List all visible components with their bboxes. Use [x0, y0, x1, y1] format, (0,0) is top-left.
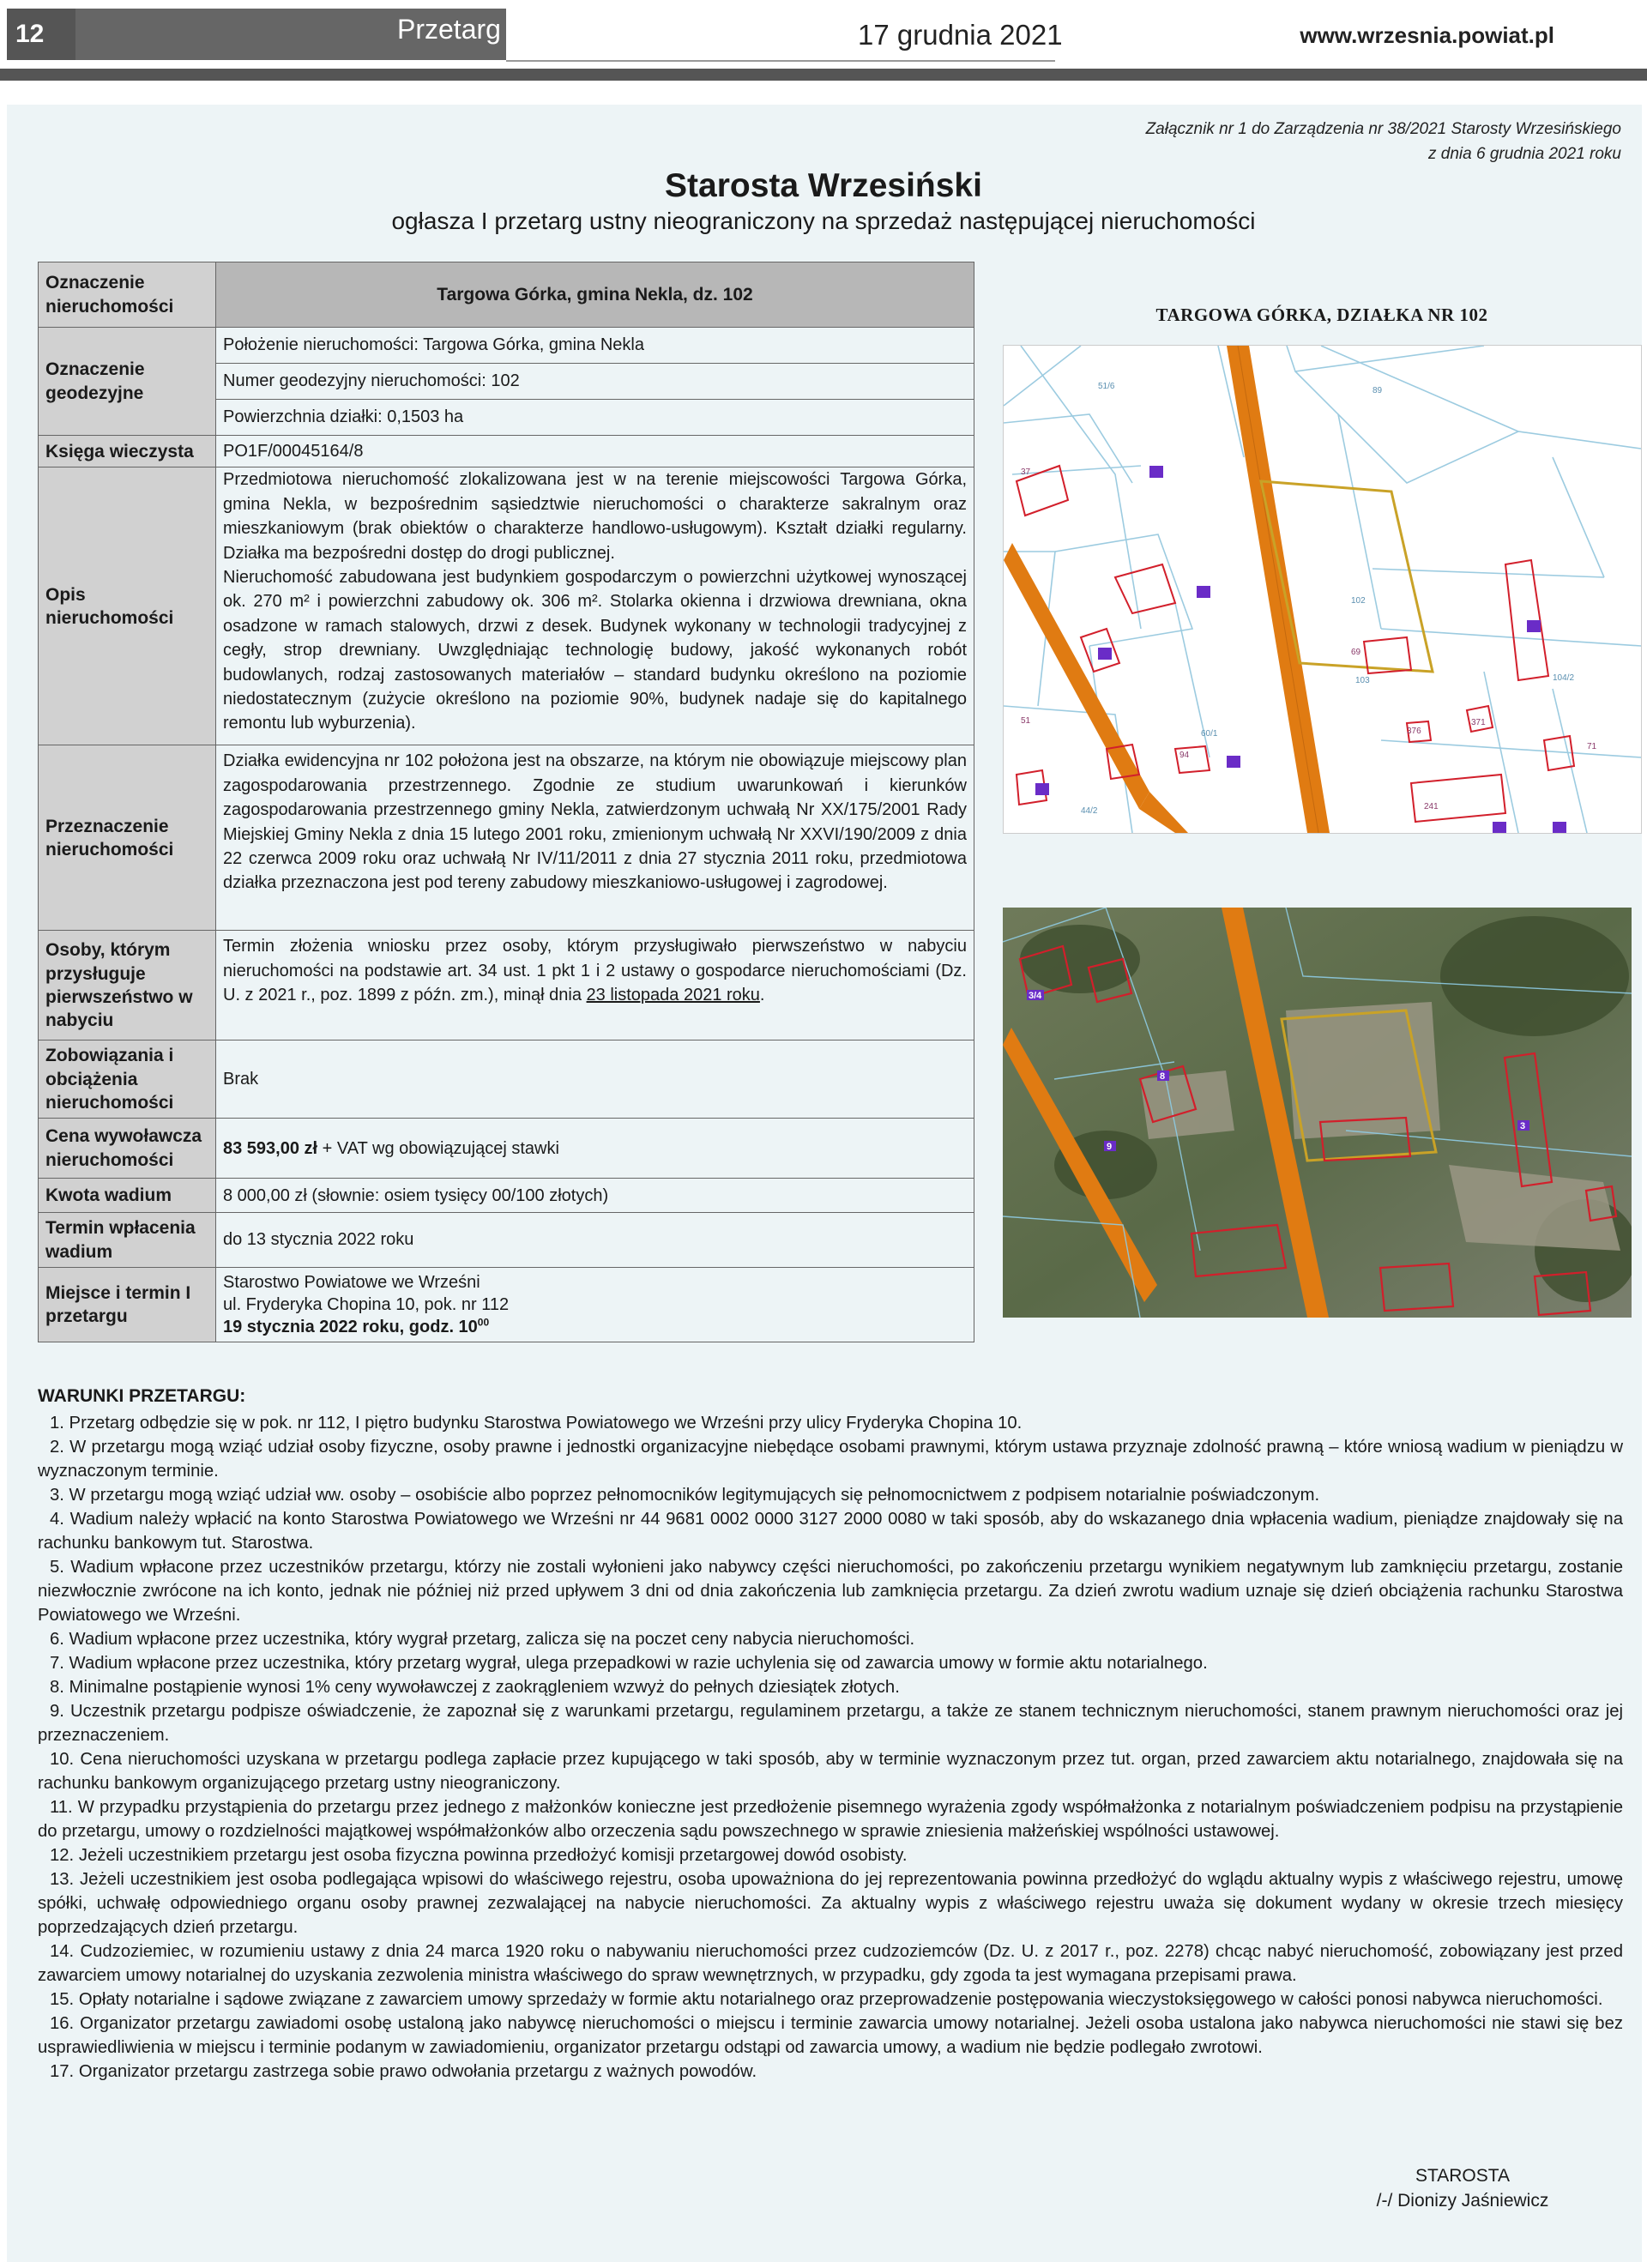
aerial-photo — [1003, 908, 1632, 1318]
priority-text: Termin złożenia wniosku przez osoby, którym przysługiwało pierwszeństwo w nabyciu nieruchomości na podstawie art. 34 ust. 1 pkt 1 i 2 ustawy o gospodarce nieruchomościami (Dz. U. z 2021 r., poz. 1899 z późn. zm.), minął dnia — [223, 937, 967, 1005]
issue-date: 17 grudnia 2021 — [858, 19, 1063, 51]
condition-item: 6. Wadium wpłacone przez uczestnika, który wygrał przetarg, zalicza się na poczet ceny nabycia nieruchomości. — [50, 1629, 915, 1649]
signature-name: /-/ Dionizy Jaśniewicz — [1376, 2191, 1549, 2211]
table-row — [39, 262, 974, 328]
signature-role: STAROSTA — [1415, 2166, 1511, 2186]
property-description: Przedmiotowa nieruchomość zlokalizowana jest w na terenie miejscowości Targowa Górka, gmina Nekla, w bezpośrednim sąsiedztwie nieruchomości o charakterze sakralnym oraz mieszkaniowym (brak obiektów o charakterze handlowo-usługowym). Kształt działki regularny. Działka ma bezpośredni dostęp do drogi publicznej. Nieruchomość zabudowana jest budynkiem gospodarczym o powierzchni użytkowej wynoszącej ok. 270 m² i powierzchni zabudowy ok. 306 m². Stolarka okienna i drzwiowa drewniana, okna osadzone w ramach stalowych, drzwi z desek. Budynek wykonany w technologii tradycyjnej z cegły, strop drewniany. Uwzględniając technologię budowy, jakość wykonanych robót budowlanych, rodzaj zastosowanych materiałów – standard budynku określono na poziomie niedostatecznym (zużycie określono na poziomie 90%, budynek nadaje się do kapitalnego remontu lub wyburzenia). — [216, 467, 974, 745]
encumbrances-value: Brak — [216, 1041, 974, 1119]
label-place: Miejsce i termin I przetargu — [39, 1267, 216, 1342]
condition-item: 7. Wadium wpłacone przez uczestnika, który przetarg wygrał, ulega przepadkowi w razie uchylenia się od zawarcia umowy w formie aktu notarialnego. — [50, 1653, 1208, 1673]
aerial-photo-svg — [1003, 908, 1632, 1318]
label-price: Cena wywoławcza nieruchomości — [39, 1119, 216, 1179]
property-table — [38, 262, 974, 1342]
table-row — [39, 1213, 974, 1268]
label-priority: Osoby, którym przysługuje pierwszeństwo w nabyciu — [39, 931, 216, 1041]
svg-text:104/2: 104/2 — [1553, 673, 1575, 683]
table-row — [39, 1267, 974, 1342]
signature-block — [1334, 2163, 1591, 2214]
table-row — [39, 1041, 974, 1119]
condition-item: 17. Organizator przetargu zastrzega sobie prawo odwołania przetargu z ważnych powodów. — [50, 2061, 757, 2081]
page-number: 12 — [7, 9, 75, 60]
header-divider — [506, 60, 1055, 62]
svg-text:9: 9 — [1107, 1142, 1113, 1152]
geodetic-number: Numer geodezyjny nieruchomości: 102 — [216, 364, 974, 400]
table-row — [39, 467, 974, 745]
place-line-3: 19 stycznia 2022 roku, godz. $10^{00}$ — [223, 1316, 490, 1336]
table-row — [39, 328, 974, 364]
price-suffix: + VAT wg obowiązującej stawki — [317, 1138, 559, 1158]
condition-item: 14. Cudzoziemiec, w rozumieniu ustawy z dnia 24 marca 1920 roku o nabywaniu nieruchomości przez cudzoziemców (Dz. U. z 2017 r., poz. 2278) chcąc nabyć nieruchomość, zobowiązany jest przed zawarciem umowy notarialnej do uzyskania zezwolenia ministra właściwego do spraw wewnętrznych, w przypadku, gdy zgoda ta jest wymagana przepisami prawa. — [38, 1941, 1623, 1985]
table-row — [39, 1179, 974, 1213]
label-deposit: Kwota wadium — [39, 1179, 216, 1213]
svg-text:94: 94 — [1179, 751, 1190, 760]
condition-item: 10. Cena nieruchomości uzyskana w przetargu podlega zapłacie przez kupującego w taki sposób, aby w terminie wyznaczonym przez tut. organ, przed zawarciem aktu notarialnego, znajdowała się na rachunku bankowym organizującego przetarg ustny nieograniczony. — [38, 1749, 1623, 1793]
svg-text:37: 37 — [1021, 467, 1031, 477]
svg-text:51: 51 — [1021, 716, 1031, 726]
svg-text:51/6: 51/6 — [1098, 382, 1115, 391]
parcel-boundaries — [1004, 346, 1641, 833]
label-land-register: Księga wieczysta — [39, 436, 216, 467]
table-row — [39, 436, 974, 467]
condition-item: 12. Jeżeli uczestnikiem przetargu jest osoba fizyczna powinna przedłożyć komisji przetargowej dowód osobisty. — [50, 1845, 908, 1865]
svg-text:103: 103 — [1355, 676, 1370, 685]
label-geodetic: Oznaczenie geodezyjne — [39, 328, 216, 436]
svg-text:241: 241 — [1424, 802, 1439, 811]
table-row — [39, 931, 974, 1041]
geodetic-location: Położenie nieruchomości: Targowa Górka, gmina Nekla — [216, 328, 974, 364]
road-main — [1227, 346, 1330, 833]
conditions-heading: WARUNKI PRZETARGU: — [38, 1386, 246, 1406]
svg-text:376: 376 — [1407, 727, 1421, 736]
attachment-line-2: z dnia 6 grudnia 2021 roku — [1428, 144, 1621, 163]
label-description: Opis nieruchomości — [39, 467, 216, 745]
label-purpose: Przeznaczenie nieruchomości — [39, 745, 216, 931]
price-cell — [216, 1119, 974, 1179]
condition-item: 2. W przetargu mogą wziąć udział osoby fizyczne, osoby prawne i jednostki organizacyjne niebędące osobami prawnymi, którym ustawa przyznaje zdolność prawną – które wniosą wadium w pieniądzu w wyznaczonym terminie. — [38, 1437, 1623, 1481]
condition-item: 9. Uczestnik przetargu podpisze oświadczenie, że zapoznał się z warunkami przetargu, regulaminem przetargu, a także ze stanem technicznym nieruchomości, stanem prawnym nieruchomości oraz jej przeznaczeniem. — [38, 1701, 1623, 1745]
header-band — [0, 69, 1647, 81]
place-minutes: 00 — [477, 1316, 490, 1329]
section-label: Przetarg — [75, 9, 506, 60]
priority-date: 23 listopada 2021 roku — [586, 986, 760, 1005]
attachment-line-1: Załącznik nr 1 do Zarządzenia nr 38/2021 Starosty Wrzesińskiego — [1145, 120, 1621, 138]
page-subtitle: ogłasza I przetarg ustny nieograniczony na sprzedaż następującej nieruchomości — [391, 208, 1256, 234]
svg-text:44/2: 44/2 — [1081, 806, 1098, 816]
property-purpose: Działka ewidencyjna nr 102 położona jest na obszarze, na którym nie obowiązuje miejscowy plan zagospodarowania przestrzennego. Zgodnie ze studium uwarunkowań i kierunków zagospodarowania przestrzennego gminy Nekla, zatwierdzonym uchwałą Nr XX/175/2001 Rady Miejskiej Gminy Nekla z dnia 15 lutego 2001 roku, zmienionym uchwałą Nr XXVI/190/2009 z dnia 22 czerwca 2009 roku oraz uchwałą Nr IV/11/2011 z dnia 27 stycznia 2011 roku, przedmiotowa działka przeznaczona jest pod tereny zabudowy mieszkaniowo-usługowej i zagrodowej. — [216, 745, 974, 931]
table-row — [39, 745, 974, 931]
svg-text:71: 71 — [1587, 742, 1597, 751]
property-designation: Targowa Górka, gmina Nekla, dz. 102 — [216, 262, 974, 328]
table-row — [39, 1119, 974, 1179]
page-header — [0, 0, 1647, 69]
svg-text:89: 89 — [1372, 386, 1383, 395]
svg-text:60/1: 60/1 — [1201, 729, 1218, 739]
condition-item: 11. W przypadku przystąpienia do przetargu przez jednego z małżonków konieczne jest przedłożenie pisemnego wyrażenia zgody współmałżonka z notarialnym poświadczeniem podpisu na przystąpienie do przetargu, umowy o rozdzielności majątkowej współmałżonków albo orzeczenia sądu powszechnego w sprawie zniesienia małżeńskiej wspólności ustawowej. — [38, 1797, 1623, 1841]
svg-text:3/4: 3/4 — [1029, 991, 1042, 1001]
auction-place — [216, 1267, 974, 1342]
cadastral-map-svg — [1004, 346, 1641, 833]
svg-text:69: 69 — [1351, 648, 1361, 657]
auction-conditions — [38, 1384, 1623, 2084]
place-line-2: ul. Fryderyka Chopina 10, pok. nr 112 — [223, 1294, 510, 1314]
condition-item: 5. Wadium wpłacone przez uczestników przetargu, którzy nie zostali wyłonieni jako nabywcy części nieruchomości, po zakończeniu przetargu wynikiem negatywnym lub zamknięciu przetargu, zostanie niezwłocznie zwrócone na ich konto, jednak nie później niż przed upływem 3 dni od dnia zakończenia lub zamknięcia przetargu. Za dzień zwrotu wadium uznaje się dzień obciążenia rachunku Starostwa Powiatowego we Wrześni. — [38, 1557, 1623, 1625]
cadastral-map — [1003, 345, 1642, 834]
condition-item: 4. Wadium należy wpłacić na konto Starostwa Powiatowego we Wrześni nr 44 9681 0002 0000 3127 2000 0080 w taki sposób, aby do wskazanego dnia wpłacenia wadium, pieniądze znajdowały się na rachunku bankowym tut. Starostwa. — [38, 1509, 1623, 1553]
condition-item: 16. Organizator przetargu zawiadomi osobę ustaloną jako nabywcę nieruchomości o miejscu i terminie zawarcia umowy notarialnej. Jeżeli osoba ustalona jako nabywca nieruchomości nie stawi się bez usprawiedliwienia w miejscu i terminie podanym w zawiadomieniu, organizator przetargu odstąpi od zawarcia umowy, a wadium nie będzie podlegało zwrotowi. — [38, 2013, 1623, 2057]
deposit-deadline: do 13 stycznia 2022 roku — [216, 1213, 974, 1268]
label-designation: Oznaczenie nieruchomości — [39, 262, 216, 328]
page-title: Starosta Wrzesiński — [665, 167, 982, 204]
condition-item: 13. Jeżeli uczestnikiem jest osoba podlegająca wpisowi do właściwego rejestru, osoba upoważniona do jej reprezentowania powinna przedłożyć do wglądu aktualny wypis z właściwego rejestru, umowę spółki, uchwałę odpowiedniego organu osoby prawnej zezwalającej na nabycie nieruchomości. Za aktualny wypis z właściwego rejestru uważa się dokument wydany w okresie trzech miesięcy poprzedzających dzień przetargu. — [38, 1869, 1623, 1937]
svg-text:3: 3 — [1520, 1121, 1526, 1131]
condition-item: 15. Opłaty notarialne i sądowe związane z zawarciem umowy sprzedaży w formie aktu notarialnego oraz przeprowadzenie postępowania wieczystoksięgowego w całości ponosi nabywca nieruchomości. — [50, 1989, 1603, 2009]
map-title: TARGOWA GÓRKA, DZIAŁKA NR 102 — [1155, 305, 1488, 325]
label-encumbrances: Zobowiązania i obciążenia nieruchomości — [39, 1041, 216, 1119]
svg-text:8: 8 — [1160, 1071, 1166, 1082]
condition-item: 1. Przetarg odbędzie się w pok. nr 112, I piętro budynku Starostwa Powiatowego we Wrześni przy ulicy Fryderyka Chopina 10. — [50, 1413, 1023, 1433]
place-line-1: Starostwo Powiatowe we Wrześni — [223, 1272, 480, 1292]
website-link[interactable]: www.wrzesnia.powiat.pl — [1300, 22, 1554, 48]
starting-price: 83 593,00 zł — [223, 1138, 318, 1158]
deposit-amount: 8 000,00 zł (słownie: osiem tysięcy 00/100 złotych) — [216, 1179, 974, 1213]
attachment-note — [1146, 118, 1621, 166]
label-deposit-deadline: Termin wpłacenia wadium — [39, 1213, 216, 1268]
priority-info: Termin złożenia wniosku przez osoby, którym przysługiwało pierwszeństwo w nabyciu nieruchomości na podstawie art. 34 ust. 1 pkt 1 i 2 ustawy o gospodarce nieruchomościami (Dz. U. z 2021 r., poz. 1899 z późn. zm.), minął dnia 23 listopada 2021 roku. — [216, 931, 974, 1041]
geodetic-area: Powierzchnia działki: 0,1503 ha — [216, 400, 974, 436]
condition-item: 8. Minimalne postąpienie wynosi 1% ceny wywoławczej z zaokrągleniem wzwyż do pełnych dziesiątek złotych. — [50, 1677, 900, 1697]
svg-text:371: 371 — [1471, 718, 1486, 727]
svg-text:102: 102 — [1351, 596, 1366, 606]
condition-item: 3. W przetargu mogą wziąć udział ww. osoby – osobiście albo poprzez pełnomocników legitymujących się pełnomocnictwem z podpisem notarialnie poświadczonym. — [50, 1485, 1320, 1505]
land-register-number: PO1F/00045164/8 — [216, 436, 974, 467]
